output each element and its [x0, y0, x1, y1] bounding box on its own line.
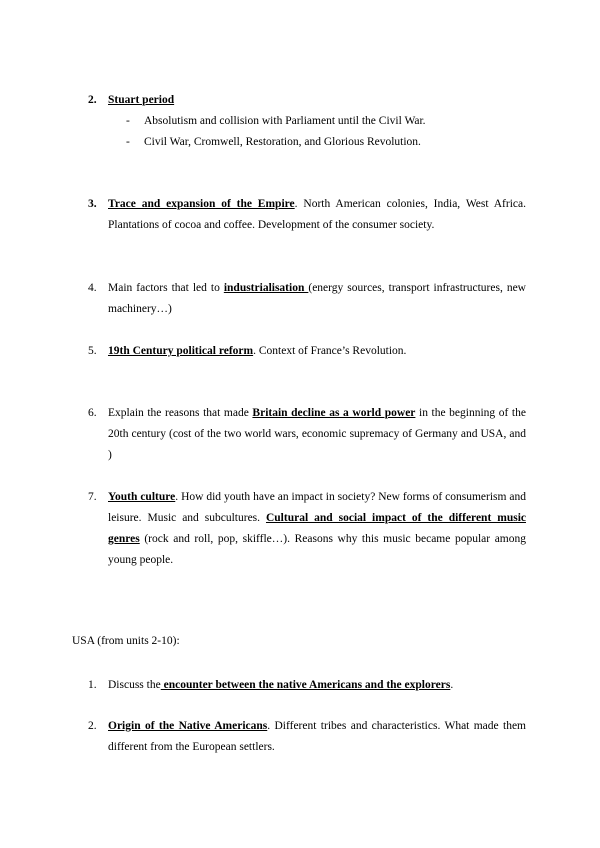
item-text: . North American colonies, India, West Africa. Plantations of cocoa and coffee. Development of the consumer society.: [108, 198, 526, 231]
item-text: in the beginning of the 20th century (cost of the two world wars, economic supremacy of Germany and USA, and ): [108, 407, 526, 461]
item-text: Discuss the: [108, 679, 161, 691]
list-item-stuart-period: [88, 90, 526, 111]
list-item-encounter: [88, 675, 526, 696]
item-text: (energy sources, transport infrastructures, new machinery…): [108, 282, 526, 315]
item-text: . Different tribes and characteristics. What made them different from the European settlers.: [108, 720, 526, 753]
list-item-empire: [88, 194, 526, 236]
bullet-dash: -: [126, 115, 130, 127]
item-text: Main factors that led to: [108, 282, 224, 294]
item-emphasis: Britain decline as a world power: [252, 407, 416, 419]
sub-item: Absolutism and collision with Parliament until the Civil War.: [144, 115, 426, 127]
list-item-britain-decline: [88, 403, 526, 466]
item-text: .: [450, 679, 454, 691]
item-title: Youth culture: [108, 491, 176, 503]
item-emphasis: encounter between the native Americans and the explorers: [160, 679, 451, 691]
list-item-industrialisation: [88, 278, 526, 320]
item-title: Trace and expansion of the Empire: [108, 198, 295, 210]
list-item-youth-culture: [88, 487, 527, 571]
item-title: 19th Century political reform: [108, 345, 254, 357]
section-heading-usa: USA (from units 2-10):: [72, 635, 180, 647]
list-number: 2.: [88, 94, 97, 106]
list-number: 3.: [88, 198, 97, 210]
list-item-political-reform: [88, 341, 526, 362]
list-item-native-origin: [88, 716, 526, 758]
item-title: Stuart period: [108, 94, 175, 106]
list-number: 1.: [88, 679, 97, 691]
list-number: 2.: [88, 720, 97, 732]
list-number: 5.: [88, 345, 97, 357]
bullet-dash: -: [126, 136, 130, 148]
sub-item: Civil War, Cromwell, Restoration, and Glorious Revolution.: [144, 136, 421, 148]
item-emphasis: Cultural and social impact of the different music genres: [108, 512, 526, 545]
list-number: 4.: [88, 282, 97, 294]
item-title: Origin of the Native Americans: [108, 720, 268, 732]
item-text: (rock and roll, pop, skiffle…). Reasons why this music became popular among young people.: [108, 533, 526, 566]
list-number: 6.: [88, 407, 97, 419]
item-text: . How did youth have an impact in society? New forms of consumerism and leisure. Music and subcultures.: [108, 491, 527, 524]
item-text: . Context of France’s Revolution.: [253, 345, 407, 357]
item-emphasis: industrialisation: [223, 282, 309, 294]
list-number: 7.: [88, 491, 97, 503]
item-text: Explain the reasons that made: [108, 407, 253, 419]
